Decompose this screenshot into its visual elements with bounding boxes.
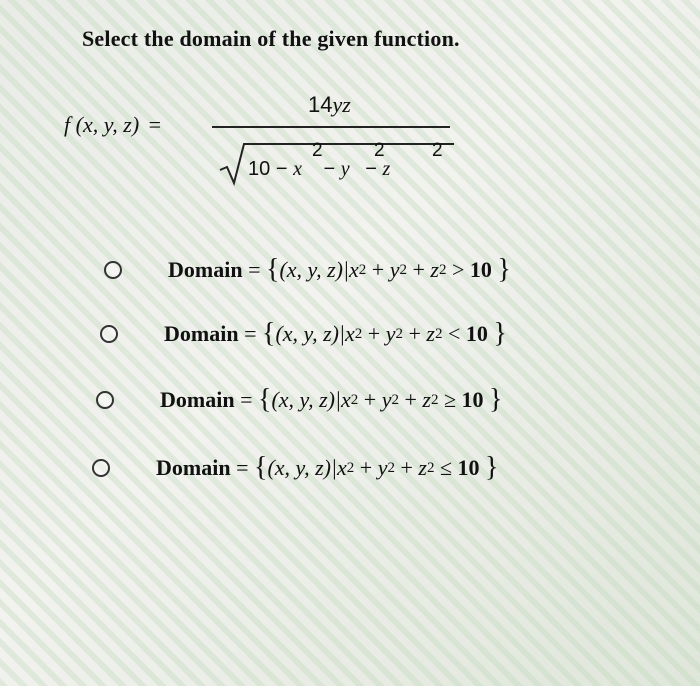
denominator (218, 140, 454, 186)
option-label: Domain (164, 321, 239, 346)
option-set-vars: (x, y, z)| (279, 257, 350, 282)
radio-button[interactable] (100, 325, 118, 343)
denominator-constant: 10 (248, 158, 271, 180)
exponent-y: 2 (374, 140, 385, 161)
option-2[interactable]: Domain = { (x, y, z)| x 2 + y 2 + z 2 < 10 } (100, 318, 507, 350)
option-3[interactable]: Domain = { (x, y, z)| x 2 + y 2 + z 2 ≥ 10 } (96, 384, 502, 416)
option-label: Domain (156, 455, 231, 480)
denominator-expression: 10 − x − y − z (248, 158, 391, 180)
option-1[interactable]: Domain = { (x, y, z)| x 2 + y 2 + z 2 > 10 } (104, 254, 511, 286)
option-bound: 10 (457, 455, 480, 480)
option-relation: ≤ (439, 455, 453, 480)
option-set-vars: (x, y, z)| (267, 455, 338, 480)
function-lhs (64, 112, 161, 138)
option-bound: 10 (465, 321, 488, 346)
function-name: f (x, y, z) (64, 112, 140, 137)
term-z: z (382, 158, 391, 180)
option-set-vars: (x, y, z)| (275, 321, 346, 346)
numerator (308, 92, 351, 118)
radio-button[interactable] (104, 261, 122, 279)
radio-button[interactable] (92, 459, 110, 477)
numerator-coefficient: 14 (308, 92, 333, 117)
exponent-z: 2 (432, 140, 443, 161)
option-bound: 10 (469, 257, 492, 282)
fraction-bar (212, 126, 450, 128)
option-label: Domain (168, 257, 243, 282)
option-4[interactable]: Domain = { (x, y, z)| x 2 + y 2 + z 2 ≤ 10 } (92, 452, 498, 484)
option-bound: 10 (461, 387, 484, 412)
radio-button[interactable] (96, 391, 114, 409)
equals-sign: = (148, 112, 162, 137)
option-relation: ≥ (443, 387, 457, 412)
option-set-vars: (x, y, z)| (271, 387, 342, 412)
exponent-x: 2 (312, 140, 323, 161)
option-relation: > (451, 257, 465, 282)
option-relation: < (447, 321, 461, 346)
term-y: y (340, 158, 350, 180)
numerator-variables: yz (332, 92, 351, 117)
question-text: Select the domain of the given function. (82, 26, 460, 51)
term-x: x (293, 158, 302, 180)
option-label: Domain (160, 387, 235, 412)
